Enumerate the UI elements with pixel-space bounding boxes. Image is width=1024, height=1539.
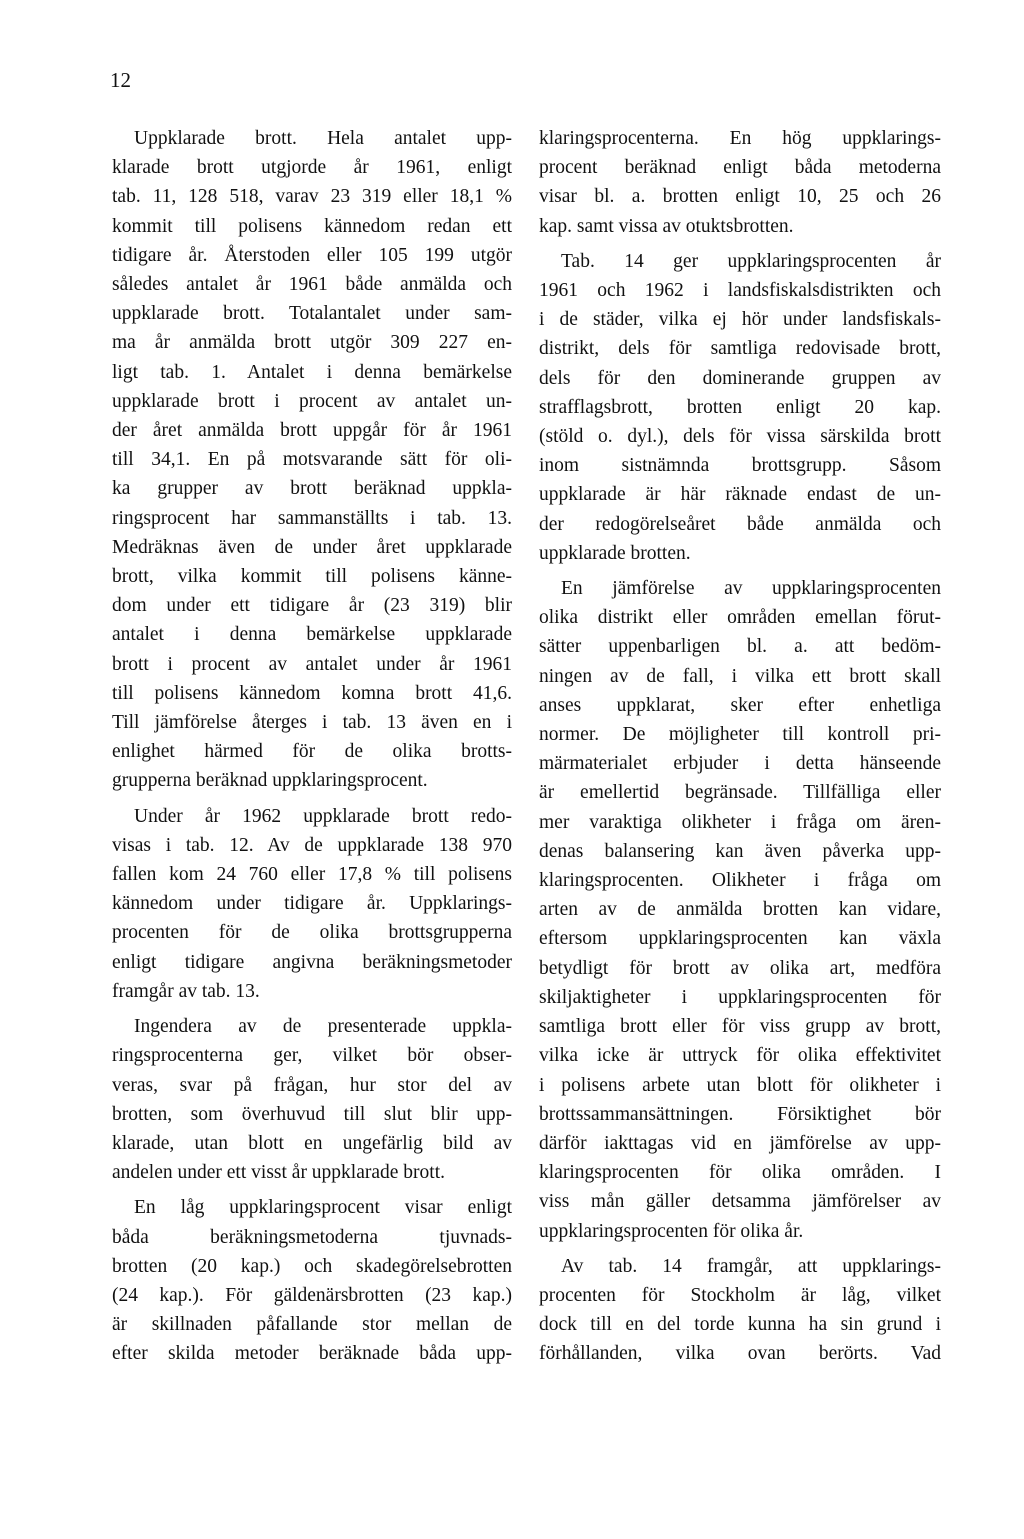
- text-line: dock till en del torde kunna ha sin grund i: [539, 1314, 941, 1336]
- text-line: visas i tab. 12. Av de uppklarade 138 970: [112, 834, 512, 856]
- text-line: Medräknas även de under året uppklarade: [112, 536, 512, 558]
- text-line: samtliga brott eller för viss grupp av brott,: [539, 1016, 941, 1038]
- right-column: [539, 124, 941, 1375]
- text-line: veras, svar på frågan, hur stor del av: [112, 1074, 512, 1096]
- text-line: Uppklarade brott. Hela antalet upp-: [134, 128, 512, 149]
- text-line: märmaterialet erbjuder i detta hänseende: [539, 753, 941, 775]
- text-line: kap. samt vissa av otuktsbrotten.: [539, 215, 794, 237]
- text-line: (stöld o. dyl.), dels för vissa särskilda brott: [539, 426, 941, 448]
- text-line: brotten, som överhuvud till slut blir upp-: [112, 1103, 512, 1125]
- paragraph-stockholm: [539, 1252, 941, 1375]
- text-line: ringsprocent har sammanställts i tab. 13.: [112, 507, 512, 529]
- text-line: tidigare år. Återstoden eller 105 199 utgör: [112, 244, 512, 266]
- text-line: därför iakttagas vid en jämförelse av upp-: [539, 1132, 941, 1154]
- text-line: uppklarade brott. Totalantalet under sam-: [112, 303, 512, 325]
- text-line: der året anmälda brott uppgår för år 1961: [112, 420, 512, 442]
- text-line: ringsprocenterna ger, vilket bör obser-: [112, 1045, 512, 1067]
- text-line: En jämförelse av uppklaringsprocenten: [561, 578, 941, 600]
- text-line: Av tab. 14 framgår, att uppklarings-: [561, 1255, 941, 1277]
- text-line: betydligt för brott av olika art, medföra: [539, 957, 941, 979]
- text-line: framgår av tab. 13.: [112, 980, 260, 1002]
- text-line: dom under ett tidigare år (23 319) blir: [112, 595, 512, 617]
- text-line: ningen av de fall, i vilka ett brott skall: [539, 665, 941, 687]
- text-line: normer. De möjligheter till kontroll pri-: [539, 724, 941, 746]
- text-line: klaringsprocenten för olika områden. I: [539, 1162, 941, 1184]
- paragraph-jamforelse: [539, 574, 941, 1252]
- paragraph-lag-procent: [112, 1193, 512, 1374]
- text-line: ligt tab. 1. Antalet i denna bemärkelse: [112, 361, 512, 383]
- text-line: der redogörelseåret både anmälda och: [539, 513, 941, 535]
- text-line: distrikt, dels för samtliga redovisade brott,: [539, 338, 941, 360]
- text-line: Tab. 14 ger uppklaringsprocenten år: [561, 250, 941, 272]
- text-line: till 34,1. En på motsvarande sätt för oli-: [112, 449, 512, 471]
- text-line: uppklaringsprocenten för olika år.: [539, 1220, 804, 1242]
- text-line: anses uppklarat, sker efter enhetliga: [539, 694, 941, 716]
- text-line: En låg uppklaringsprocent visar enligt: [134, 1197, 512, 1219]
- text-line: således antalet år 1961 både anmälda och: [112, 274, 512, 296]
- text-line: mer varaktiga olikheter i fråga om ären-: [539, 811, 941, 833]
- text-line: i de städer, vilka ej hör under landsfiskals-: [539, 309, 941, 331]
- text-line: klarade, utan blott en ungefärlig bild av: [112, 1132, 512, 1154]
- text-line: dels för den dominerande gruppen av: [539, 367, 941, 389]
- text-line: uppklarade är här räknade endast de un-: [539, 484, 941, 506]
- text-line: är skillnaden påfallande stor mellan de: [112, 1314, 512, 1336]
- text-line: Ingendera av de presenterade uppkla-: [134, 1016, 512, 1038]
- page-number: 12: [110, 68, 131, 92]
- text-line: uppklarade brott i procent av antalet un-: [112, 390, 512, 412]
- text-line: brottssammansättningen. Försiktighet bör: [539, 1103, 941, 1125]
- text-line: skiljaktigheter i uppklaringsprocenten för: [539, 986, 941, 1008]
- paragraph-uppklarade-brott: [112, 124, 512, 802]
- text-line: enlighet härmed för de olika brotts-: [112, 741, 512, 763]
- text-line: Under år 1962 uppklarade brott redo-: [134, 805, 512, 827]
- paragraph-continued: [539, 124, 941, 247]
- text-line: till polisens kännedom komna brott 41,6.: [112, 682, 512, 704]
- text-line: olika distrikt eller områden emellan förut-: [539, 607, 941, 629]
- text-line: 1961 och 1962 i landsfiskalsdistrikten och: [539, 280, 941, 302]
- text-line: (24 kap.). För gäldenärsbrotten (23 kap.): [112, 1284, 512, 1306]
- text-line: fallen kom 24 760 eller 17,8 % till polisens: [112, 864, 512, 886]
- text-line: är emellertid begränsade. Tillfälliga eller: [539, 782, 941, 804]
- text-line: kännedom under tidigare år. Uppklarings-: [112, 893, 512, 915]
- text-line: brott, vilka kommit till polisens känne-: [112, 566, 512, 588]
- text-line: klarade brott utgjorde år 1961, enligt: [112, 157, 512, 179]
- text-line: tab. 11, 128 518, varav 23 319 eller 18,1 %: [112, 186, 512, 208]
- text-line: enligt tidigare angivna beräkningsmetoder: [112, 951, 512, 973]
- text-line: brott i procent av antalet under år 1961: [112, 653, 512, 675]
- paragraph-gap: [539, 1369, 941, 1375]
- text-line: Till jämförelse återges i tab. 13 även en i: [112, 712, 512, 734]
- text-line: visar bl. a. brotten enligt 10, 25 och 26: [539, 186, 941, 208]
- text-line: sätter uppenbarligen bl. a. att bedöm-: [539, 636, 941, 658]
- text-line: förhållanden, vilka ovan berörts. Vad: [539, 1343, 941, 1365]
- text-line: ka grupper av brott beräknad uppkla-: [112, 478, 512, 500]
- text-line: viss mån gäller detsamma jämförelser av: [539, 1191, 941, 1213]
- text-line: procenten för de olika brottsgrupperna: [112, 922, 512, 944]
- text-line: uppklarade brotten.: [539, 542, 691, 564]
- text-line: vilka icke är uttryck för olika effektivitet: [539, 1045, 941, 1067]
- text-line: klaringsprocenterna. En hög uppklarings-: [539, 128, 941, 149]
- text-line: andelen under ett visst år uppklarade brott.: [112, 1162, 446, 1184]
- text-line: antalet i denna bemärkelse uppklarade: [112, 624, 512, 646]
- text-line: båda beräkningsmetoderna tjuvnads-: [112, 1226, 512, 1248]
- text-line: klaringsprocenten. Olikheter i fråga om: [539, 870, 941, 892]
- text-line: denas balansering kan även påverka upp-: [539, 840, 941, 862]
- text-line: ma år anmälda brott utgör 309 227 en-: [112, 332, 512, 354]
- paragraph-ingendera: [112, 1012, 512, 1193]
- text-line: efter skilda metoder beräknade båda upp-: [112, 1343, 512, 1365]
- text-line: strafflagsbrott, brotten enligt 20 kap.: [539, 396, 941, 418]
- text-line: i polisens arbete utan blott för olikheter i: [539, 1074, 941, 1096]
- text-line: arten av de anmälda brotten kan vidare,: [539, 899, 941, 921]
- text-line: procenten för Stockholm är låg, vilket: [539, 1284, 941, 1306]
- text-line: eftersom uppklaringsprocenten kan växla: [539, 928, 941, 950]
- text-line: procent beräknad enligt båda metoderna: [539, 157, 941, 179]
- text-line: grupperna beräknad uppklaringsprocent.: [112, 770, 428, 792]
- left-column: [112, 124, 512, 1375]
- text-line: kommit till polisens kännedom redan ett: [112, 215, 512, 237]
- text-line: brotten (20 kap.) och skadegörelsebrotten: [112, 1255, 512, 1277]
- paragraph-1962: [112, 802, 512, 1012]
- paragraph-tab14: [539, 247, 941, 574]
- text-line: inom sistnämnda brottsgrupp. Såsom: [539, 455, 941, 477]
- paragraph-gap: [112, 1369, 512, 1375]
